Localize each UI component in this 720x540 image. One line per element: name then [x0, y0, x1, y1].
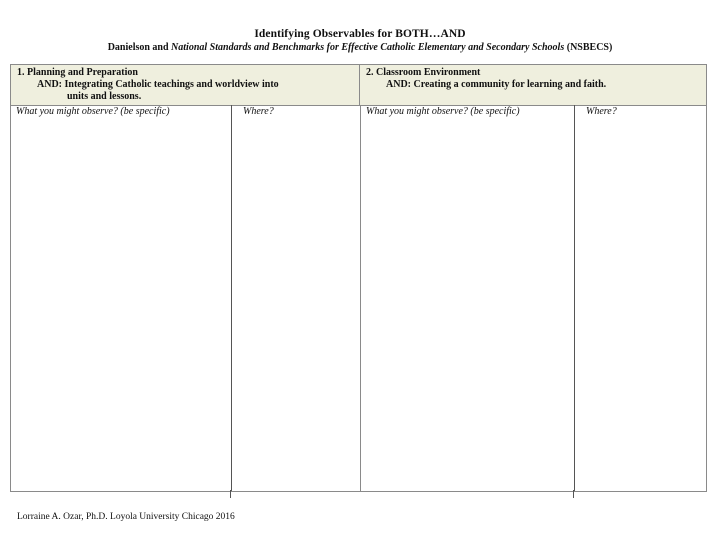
planning-where-label: Where? — [243, 106, 274, 117]
subtitle-part-2: National Standards and Benchmarks for Effective Catholic Elementary and Secondary Schools — [171, 42, 565, 53]
environment-where-label: Where? — [586, 106, 617, 117]
planning-and-line-1: AND: Integrating Catholic teachings and worldview into — [37, 79, 279, 90]
environment-heading: 2. Classroom Environment — [366, 67, 481, 78]
document-subtitle — [0, 42, 720, 53]
environment-observe-column[interactable] — [360, 105, 574, 491]
column-divider-extension-right — [573, 490, 574, 498]
environment-observe-label: What you might observe? (be specific) — [366, 106, 520, 117]
column-divider-extension-left — [230, 490, 231, 498]
planning-where-column[interactable] — [231, 105, 360, 491]
planning-and-line-2: units and lessons. — [67, 91, 142, 102]
planning-heading: 1. Planning and Preparation — [17, 67, 138, 78]
environment-where-column[interactable] — [574, 105, 706, 491]
document-title: Identifying Observables for BOTH…AND — [254, 28, 466, 40]
subtitle-part-3: (NSBECS) — [564, 42, 613, 53]
planning-observe-label: What you might observe? (be specific) — [16, 106, 170, 117]
subtitle-part-1: Danielson and — [107, 42, 172, 53]
planning-observe-column[interactable] — [11, 105, 231, 491]
observation-columns-row — [11, 105, 706, 491]
observables-table — [10, 64, 707, 492]
planning-header-cell — [11, 65, 360, 105]
environment-and-line: AND: Creating a community for learning and faith. — [386, 79, 607, 90]
table-header-row — [11, 65, 706, 106]
environment-header-cell — [360, 65, 706, 105]
footer-credit: Lorraine A. Ozar, Ph.D. Loyola University Chicago 2016 — [17, 512, 235, 522]
